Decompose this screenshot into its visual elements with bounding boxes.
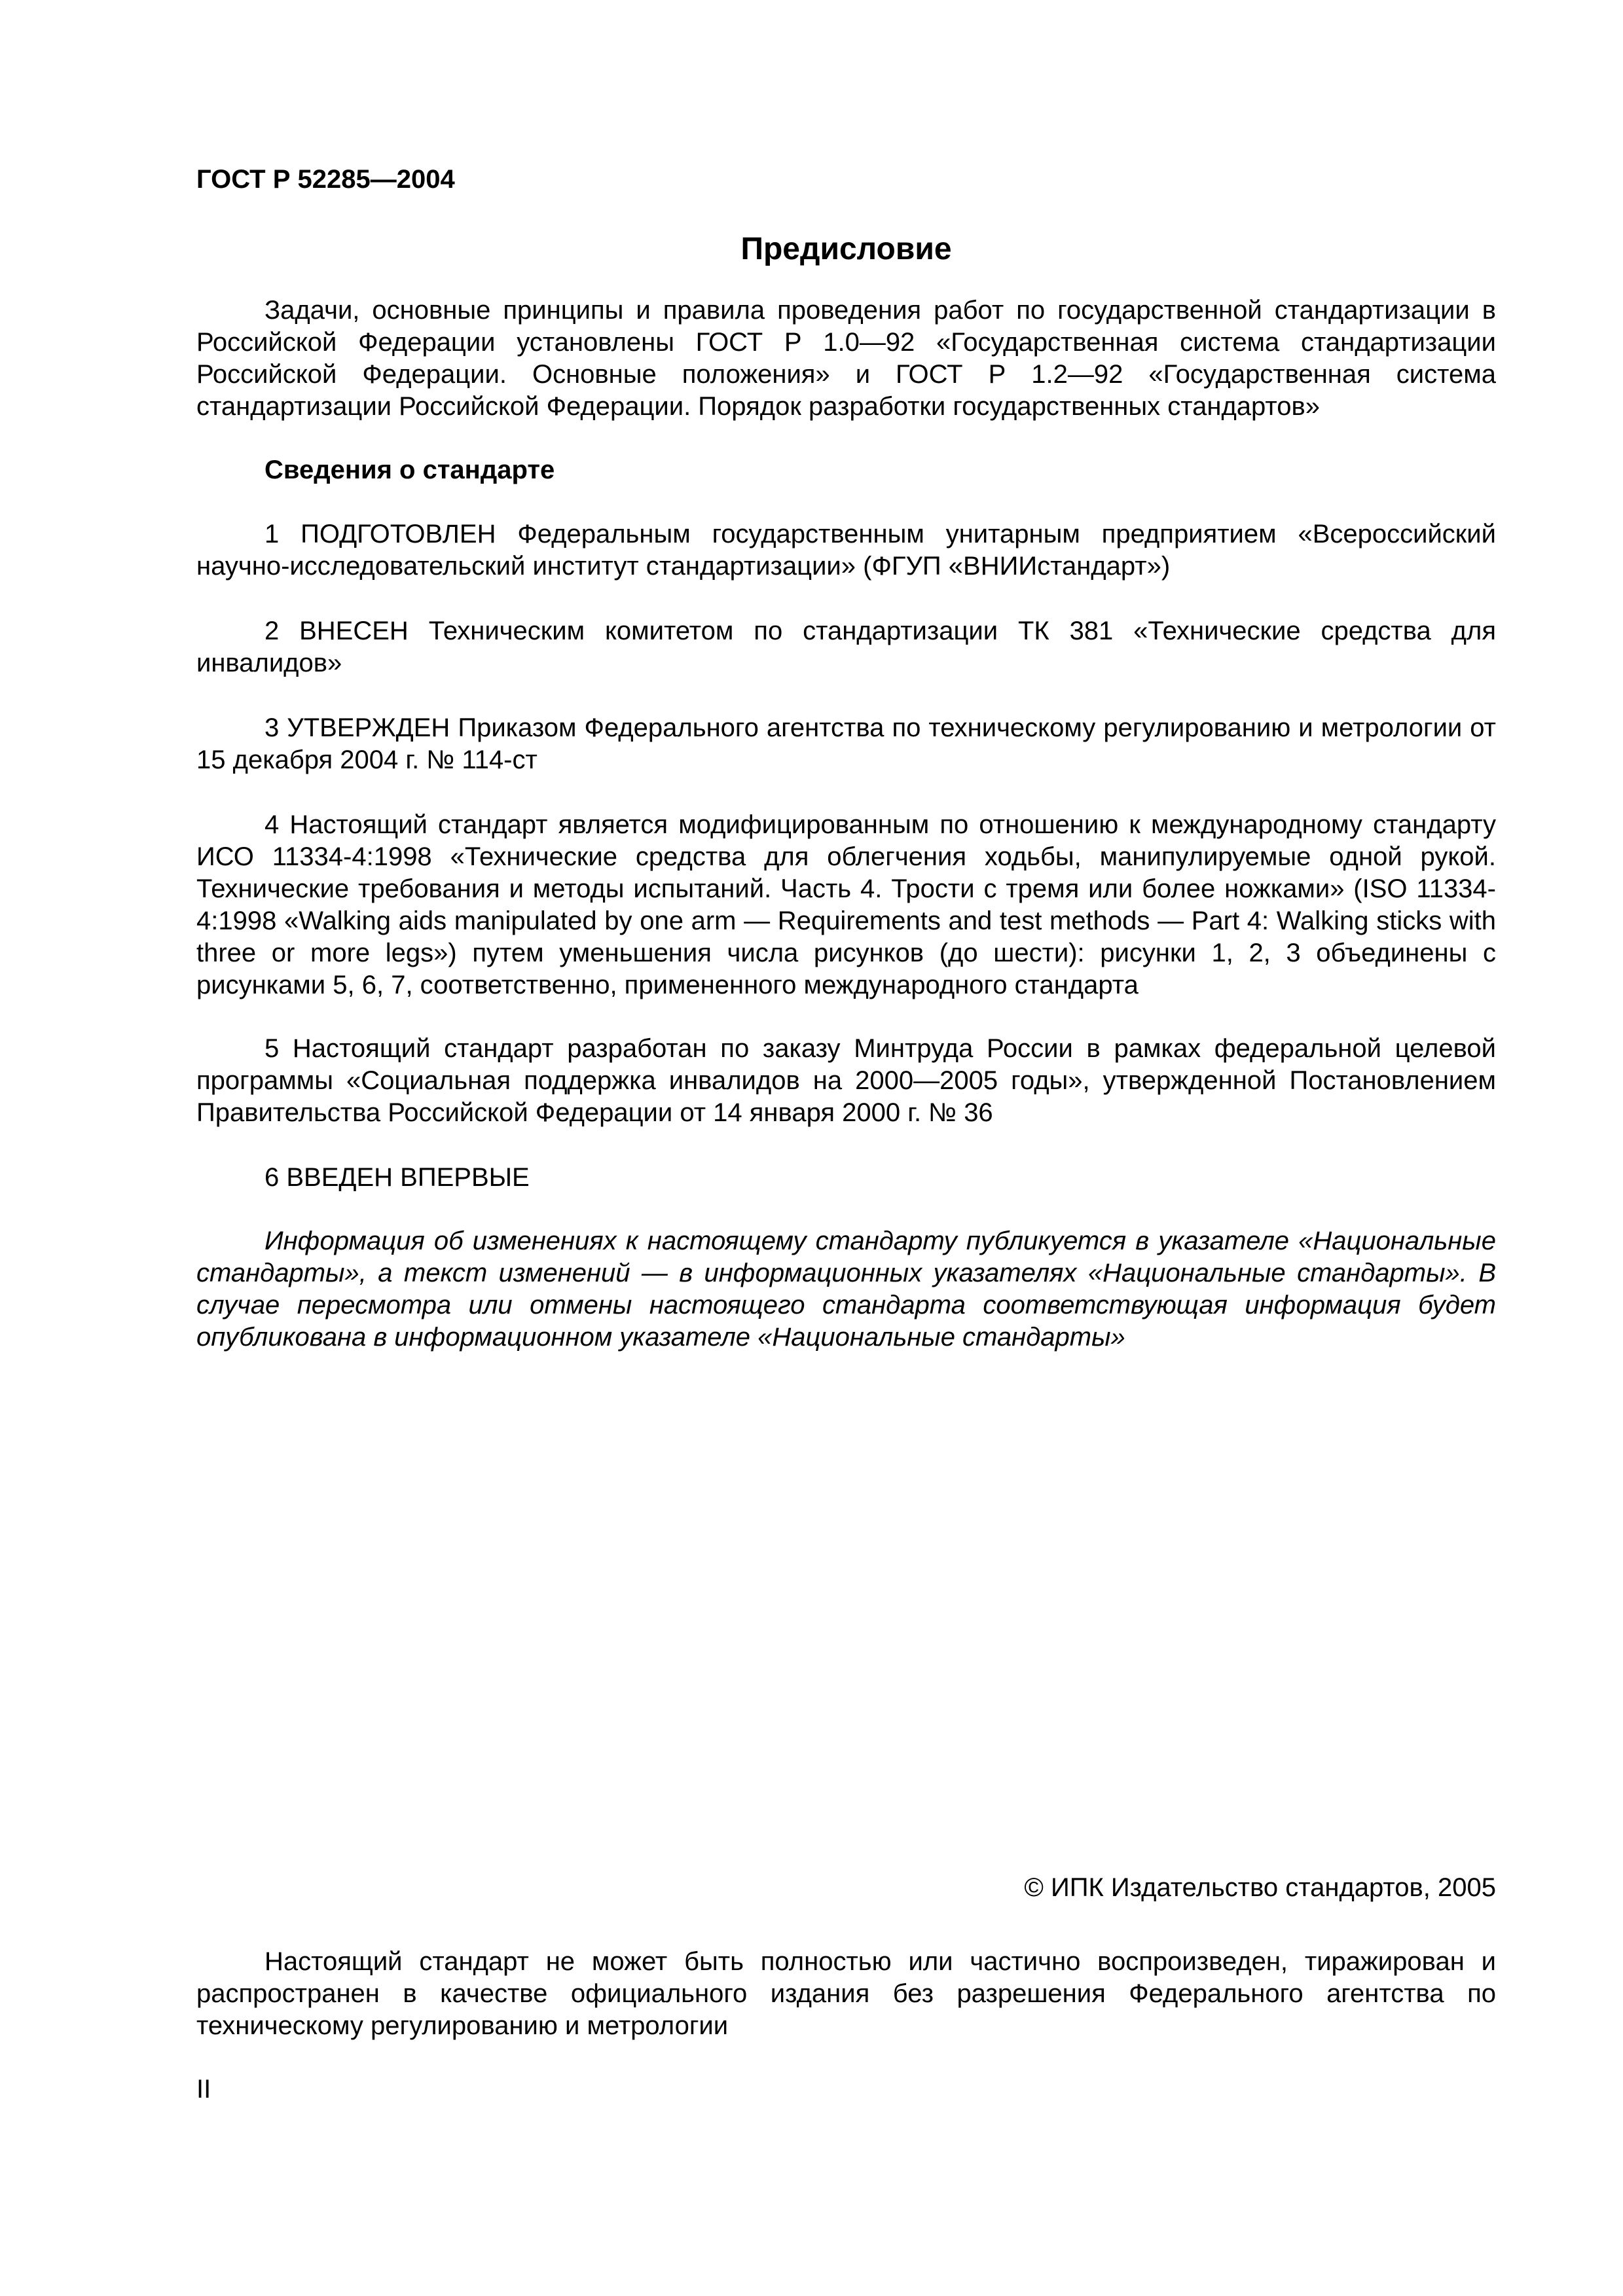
info-heading: Сведения о стандарте bbox=[264, 456, 555, 484]
item-4-block bbox=[196, 809, 1496, 1001]
reproduction-note: Настоящий стандарт не может быть полностью или частично воспроизведен, тиражирован и распространен в качестве официального издания без разрешения Федерального агентства по техническому регулированию и метрологии bbox=[196, 1947, 1496, 2040]
info-item: 6 ВВЕДЕН ВПЕРВЫЕ bbox=[264, 1163, 530, 1192]
reproduction-block bbox=[196, 1946, 1496, 2042]
amendments-block bbox=[196, 1225, 1496, 1354]
intro-paragraph: Задачи, основные принципы и правила проведения работ по государственной стандартизации в Российской Федерации установлены ГОСТ Р 1.0—92 «Государственная система стандартизации Российской Федерации. Основные положения» и ГОСТ Р 1.2—92 «Государственная система стандартизации Российской Федерации. Порядок разработки государственных стандартов» bbox=[196, 296, 1496, 421]
item-3-block bbox=[196, 712, 1496, 776]
item-2-block bbox=[196, 615, 1496, 679]
item-6-block bbox=[196, 1162, 1496, 1194]
item-1-block bbox=[196, 518, 1496, 583]
info-item: 5 Настоящий стандарт разработан по заказу Минтруда России в рамках федеральной целевой программы «Социальная поддержка инвалидов на 2000—2005 годы», утвержденной Постановлением Правительства Российской Федерации от 14 января 2000 г. № 36 bbox=[196, 1034, 1496, 1127]
amendments-note: Информация об изменениях к настоящему стандарту публикуется в указателе «Национальные стандарты», а текст изменений — в информационных указателях «Национальные стандарты». В случае пересмотра или отмены настоящего стандарта соответствующая информация будет опубликована в информационном указателе «Национальные стандарты» bbox=[196, 1227, 1496, 1352]
intro-block bbox=[196, 295, 1496, 423]
standard-code-header: ГОСТ Р 52285—2004 bbox=[196, 165, 455, 194]
info-item: 3 УТВЕРЖДЕН Приказом Федерального агентства по техническому регулированию и метрологии от 15 декабря 2004 г. № 114-ст bbox=[196, 713, 1496, 774]
copyright-line: © ИПК Издательство стандартов, 2005 bbox=[1024, 1873, 1496, 1902]
item-5-block bbox=[196, 1033, 1496, 1129]
page-number: II bbox=[196, 2075, 211, 2104]
info-heading-block bbox=[196, 454, 1496, 486]
info-item: 4 Настоящий стандарт является модифицированным по отношению к международному стандарту ИСО 11334-4:1998 «Технические средства для облегчения ходьбы, манипулируемые одной рукой. Технические требования и методы испытаний. Часть 4. Трости с тремя или более ножками» (ISO 11334-4:1998 «Walking aids manipulated by one arm — Requirements and test methods — Part 4: Walking sticks with three or more legs») путем уменьшения числа рисунков (до шести): рисунки 1, 2, 3 объединены с рисунками 5, 6, 7, соответственно, примененного международного стандарта bbox=[196, 810, 1496, 999]
page-title: Предисловие bbox=[740, 232, 952, 266]
info-item: 1 ПОДГОТОВЛЕН Федеральным государственным унитарным предприятием «Всероссийский научно-исследовательский институт стандартизации» (ФГУП «ВНИИстандарт») bbox=[196, 520, 1496, 581]
info-item: 2 ВНЕСЕН Техническим комитетом по стандартизации ТК 381 «Технические средства для инвалидов» bbox=[196, 617, 1496, 677]
